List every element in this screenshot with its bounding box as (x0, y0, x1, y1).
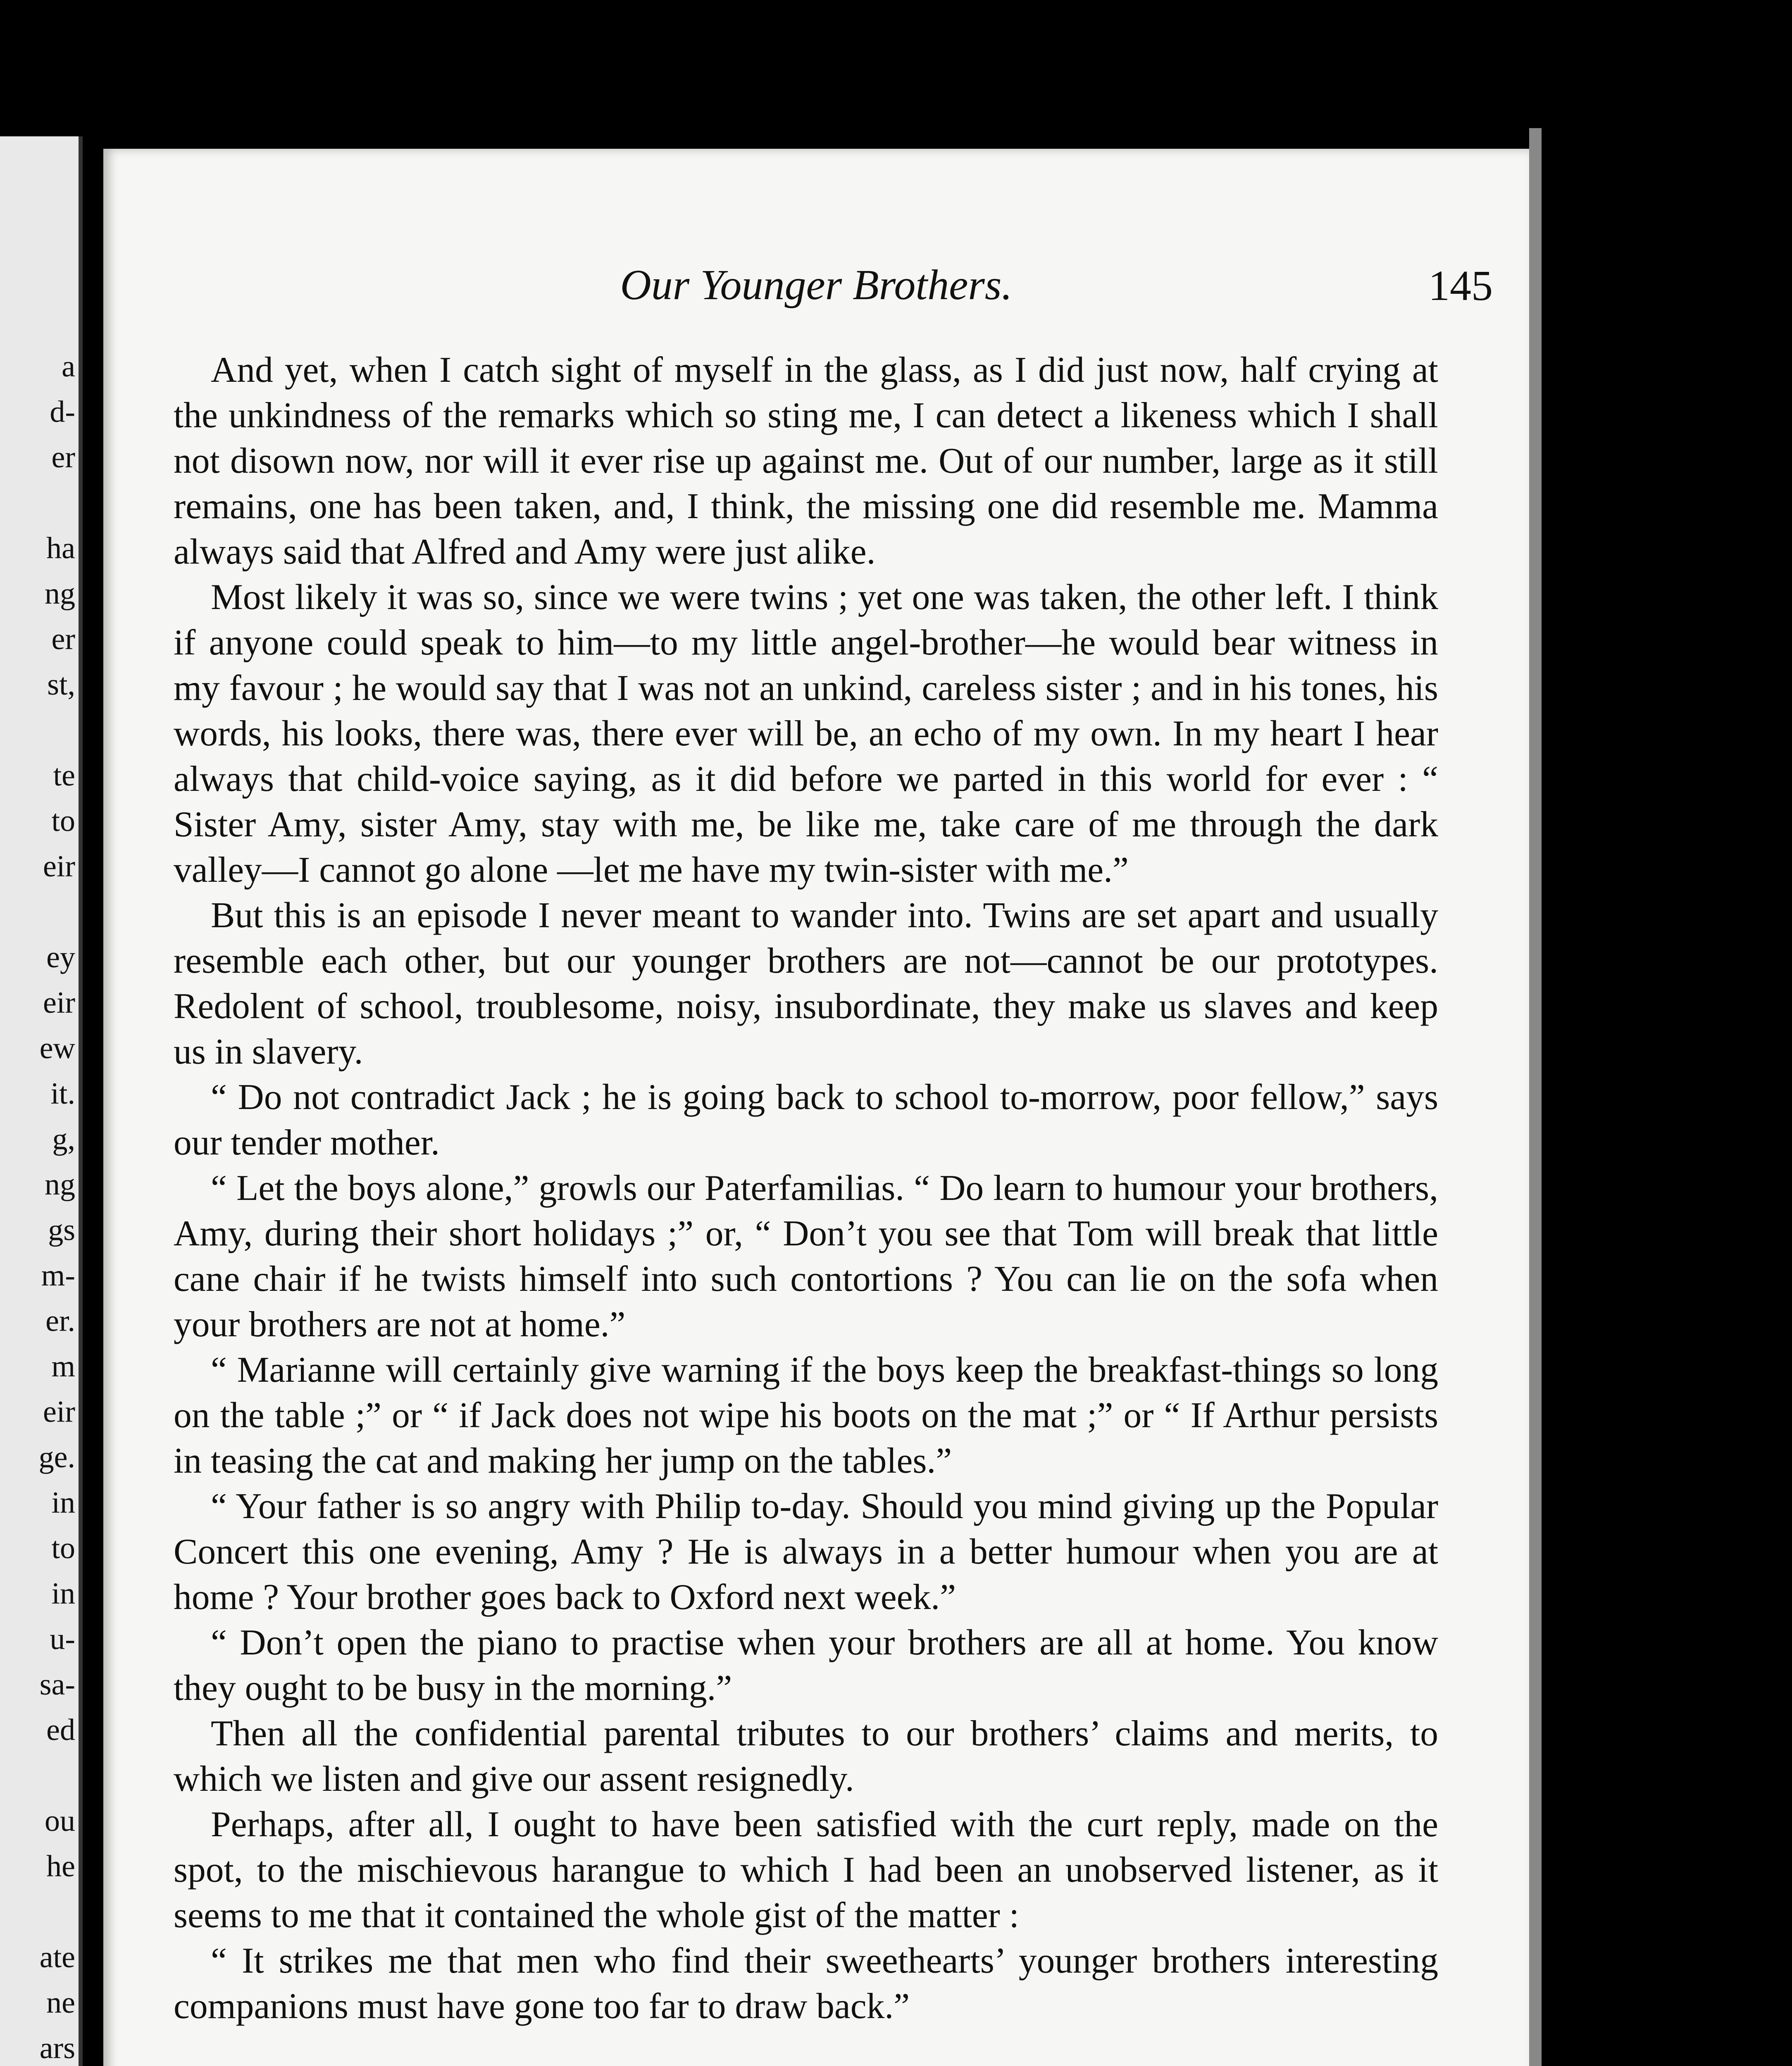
left-page-fragment: ate (39, 1940, 75, 1974)
left-page-fragment: m (51, 1350, 75, 1383)
left-page-fragment: st, (47, 668, 75, 702)
left-page-fragment: d- (50, 395, 75, 429)
left-page-fragment: ng (45, 1168, 75, 1202)
page-number: 145 (1428, 262, 1493, 309)
left-page-fragment: er (51, 622, 75, 656)
left-page-fragment: ed (46, 1713, 75, 1747)
left-page-fragment: eir (43, 1395, 75, 1429)
left-page-fragment: eir (43, 986, 75, 1020)
left-page-fragment: g, (52, 1122, 75, 1156)
left-page-fragment: in (51, 1577, 75, 1611)
body-text (174, 347, 1438, 2029)
left-page-fragment: ng (45, 577, 75, 611)
left-page-fragment: ne (46, 1986, 75, 2020)
left-page-fragment: ha (46, 531, 75, 565)
paragraph: “ Your father is so angry with Philip to-day. Should you mind giving up the Popular Concert this one evening, Amy ? He is always in a better humour when you are at home ? Your brother goes back to Oxford next week.” (174, 1486, 1438, 1617)
left-page-fragment: to (51, 804, 75, 838)
paragraph: “ Marianne will certainly give warning if the boys keep the breakfast-things so long on the table ;” or “ if Jack does not wipe his boots on the mat ;” or “ If Arthur persists in teasing the cat and making her jump on the tables.” (174, 1350, 1438, 1480)
left-page-fragment: eir (43, 850, 75, 883)
paragraph: “ Don’t open the piano to practise when your brothers are all at home. You know they ought to be busy in the morning.” (174, 1622, 1438, 1708)
left-page-fragment: a (62, 350, 75, 383)
left-facing-page (0, 136, 83, 2066)
paragraph: Then all the confidential parental tributes to our brothers’ claims and merits, to which we listen and give our assent resignedly. (174, 1713, 1438, 1799)
paragraph: Most likely it was so, since we were twins ; yet one was taken, the other left. I think if anyone could speak to him—to my little angel-brother—he would bear witness in my favour ; he would say that I was not an unkind, careless sister ; and in his tones, his words, his looks, there was, there ever will be, an echo of my own. In my heart I hear always that child-voice saying, as it did before we parted in this world for ever : “ Sister Amy, sister Amy, stay with me, be like me, take care of me through the dark valley—I cannot go alone —let me have my twin-sister with me.” (174, 577, 1438, 890)
left-page-fragment: ey (46, 940, 75, 974)
left-page-fragment: te (53, 759, 75, 793)
paragraph: Perhaps, after all, I ought to have been satisfied with the curt reply, made on the spot, to the mischievous harangue to which I had been an unobserved listener, as it seems to me that it contained the whole gist of the matter : (174, 1804, 1438, 1935)
left-page-fragment: gs (48, 1213, 75, 1247)
paragraph: And yet, when I catch sight of myself in the glass, as I did just now, half crying at the unkindness of the remarks which so sting me, I can detect a likeness which I shall not disown now, nor will it ever rise up against me. Out of our number, large as it still remains, one has been taken, and, I think, the missing one did resemble me. Mamma always said that Alfred and Amy were just alike. (174, 350, 1438, 571)
running-head: Our Younger Brothers. (620, 261, 1013, 309)
left-page-fragment: m- (41, 1259, 75, 1292)
left-page-fragment: ew (39, 1031, 75, 1065)
paragraph: “ Do not contradict Jack ; he is going back to school to-morrow, poor fellow,” says our tender mother. (174, 1077, 1438, 1162)
left-page-fragment: in (51, 1486, 75, 1520)
left-page-fragment: ars (39, 2031, 75, 2065)
left-page-fragment: ge. (38, 1440, 75, 1474)
left-page-fragment: er. (45, 1304, 75, 1338)
left-page-fragment: to (51, 1531, 75, 1565)
left-page-fragment: ou (45, 1804, 75, 1838)
book-page (103, 149, 1529, 2066)
left-page-fragment: u- (50, 1622, 75, 1656)
left-page-fragment: er (51, 440, 75, 474)
left-page-fragment: it. (50, 1077, 75, 1111)
page-edge (1529, 128, 1542, 2066)
left-page-fragment: he (46, 1849, 75, 1883)
paragraph: “ Let the boys alone,” growls our Paterfamilias. “ Do learn to humour your brothers, Amy, during their short holidays ;” or, “ Don’t you see that Tom will break that little cane chair if he twists himself into such contortions ? You can lie on the sofa when your brothers are not at home.” (174, 1168, 1438, 1344)
left-page-fragment: sa- (39, 1668, 75, 1702)
paragraph: But this is an episode I never meant to wander into. Twins are set apart and usually resemble each other, but our younger brothers are not—cannot be our prototypes. Redolent of school, troublesome, noisy, insubordinate, they make us slaves and keep us in slavery. (174, 895, 1438, 1071)
paragraph: “ It strikes me that men who find their sweethearts’ younger brothers interesting companions must have gone too far to draw back.” (174, 1940, 1438, 2026)
